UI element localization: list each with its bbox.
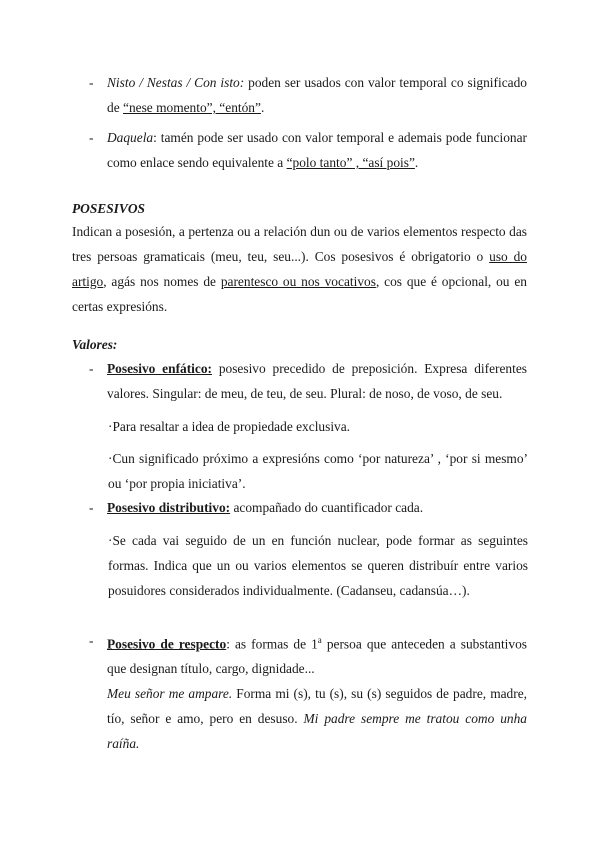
list-item-enfatico <box>89 356 527 406</box>
list-dash: - <box>89 633 94 648</box>
posesivos-paragraph <box>72 219 527 319</box>
enfatico-note-1: ·Para resaltar a idea de propiedade exclusiva. <box>108 419 351 434</box>
paragraph-text: , agás nos nomes de <box>103 274 221 289</box>
section-heading: POSESIVOS <box>72 201 145 216</box>
paragraph-text: Indican a posesión, a pertenza ou a relación dun ou de varios elementos respecto das tres persoas gramaticais (meu, teu, seu...). Cos posesivos é obrigatorio o <box>72 224 527 264</box>
list-item-respecto <box>89 628 527 756</box>
top-list <box>0 70 600 175</box>
enfatico-block <box>0 356 600 496</box>
list-item-nisto <box>89 70 527 120</box>
item-text-end: . <box>260 100 265 115</box>
list-item-distributivo <box>89 495 527 520</box>
term-daquela: Daquela <box>107 130 154 145</box>
item-text: Forma mi (s), tu (s), su (s) seguidos de padre, madre, tío, señor e amo, pero en desuso. <box>107 686 527 727</box>
item-text: : tamén pode ser usado con valor temporal e ademais pode funcionar como enlace sendo equivalente a <box>107 130 527 170</box>
respecto-examples <box>107 681 527 756</box>
distributivo-block <box>0 495 600 603</box>
valores-heading-wrap <box>72 335 527 355</box>
list-dash: - <box>89 361 94 376</box>
underlined-phrase-2: “así pois” <box>362 155 415 170</box>
valores-heading: Valores: <box>72 337 118 352</box>
list-dash: - <box>89 500 94 515</box>
distributivo-note: ·Se cada vai seguido de un en función nuclear, pode formar as seguintes formas. Indica que un ou varios elementos se queren distribuír entre varios posuidores considerados individualmente. (Cadanseu, cadansúa…). <box>108 533 528 598</box>
posesivos-section <box>72 199 527 319</box>
term-distributivo: Posesivo distributivo: <box>107 500 231 515</box>
term-nisto: Nisto / Nestas / Con isto: <box>107 75 245 90</box>
list-dash: - <box>89 75 94 90</box>
enfatico-note-2: ·Cun significado próximo a expresións como ‘por natureza’ , ‘por si mesmo’ ou ‘por propia iniciativa’. <box>108 451 528 491</box>
underlined-separator: , <box>352 155 363 170</box>
respecto-block <box>0 628 600 756</box>
item-text: acompañado do cuantificador cada. <box>230 500 424 515</box>
underlined-phrase: “nese momento”, “entón” <box>123 100 261 115</box>
list-item-daquela <box>89 125 527 175</box>
example-1: Meu señor me ampare. <box>107 686 233 702</box>
paragraph-text: , cos que é opcional, ou en certas expresións. <box>72 274 527 314</box>
item-text: poden ser usados con valor temporal co significado de <box>107 75 527 115</box>
item-text: : as formas de 1 <box>226 636 318 652</box>
list-dash: - <box>89 130 94 145</box>
item-text: posesivo precedido de preposición. Expresa diferentes valores. Singular: de meu, de teu, de seu. Plural: de noso, de voso, de seu. <box>107 361 527 401</box>
example-2: Mi padre sempre me tratou como unha raíña. <box>107 711 527 752</box>
term-respecto: Posesivo de respecto <box>107 636 227 652</box>
underlined-phrase: parentesco ou nos vocativos <box>220 274 376 289</box>
item-text-end: . <box>414 155 419 170</box>
term-enfatico: Posesivo enfático: <box>107 361 212 376</box>
underlined-phrase: “polo tanto” <box>286 155 353 170</box>
superscript: a <box>317 635 322 645</box>
underlined-phrase: uso do artigo <box>72 249 528 289</box>
item-text: persoa que anteceden a substantivos que designan título, cargo, dignidade... <box>107 636 527 677</box>
